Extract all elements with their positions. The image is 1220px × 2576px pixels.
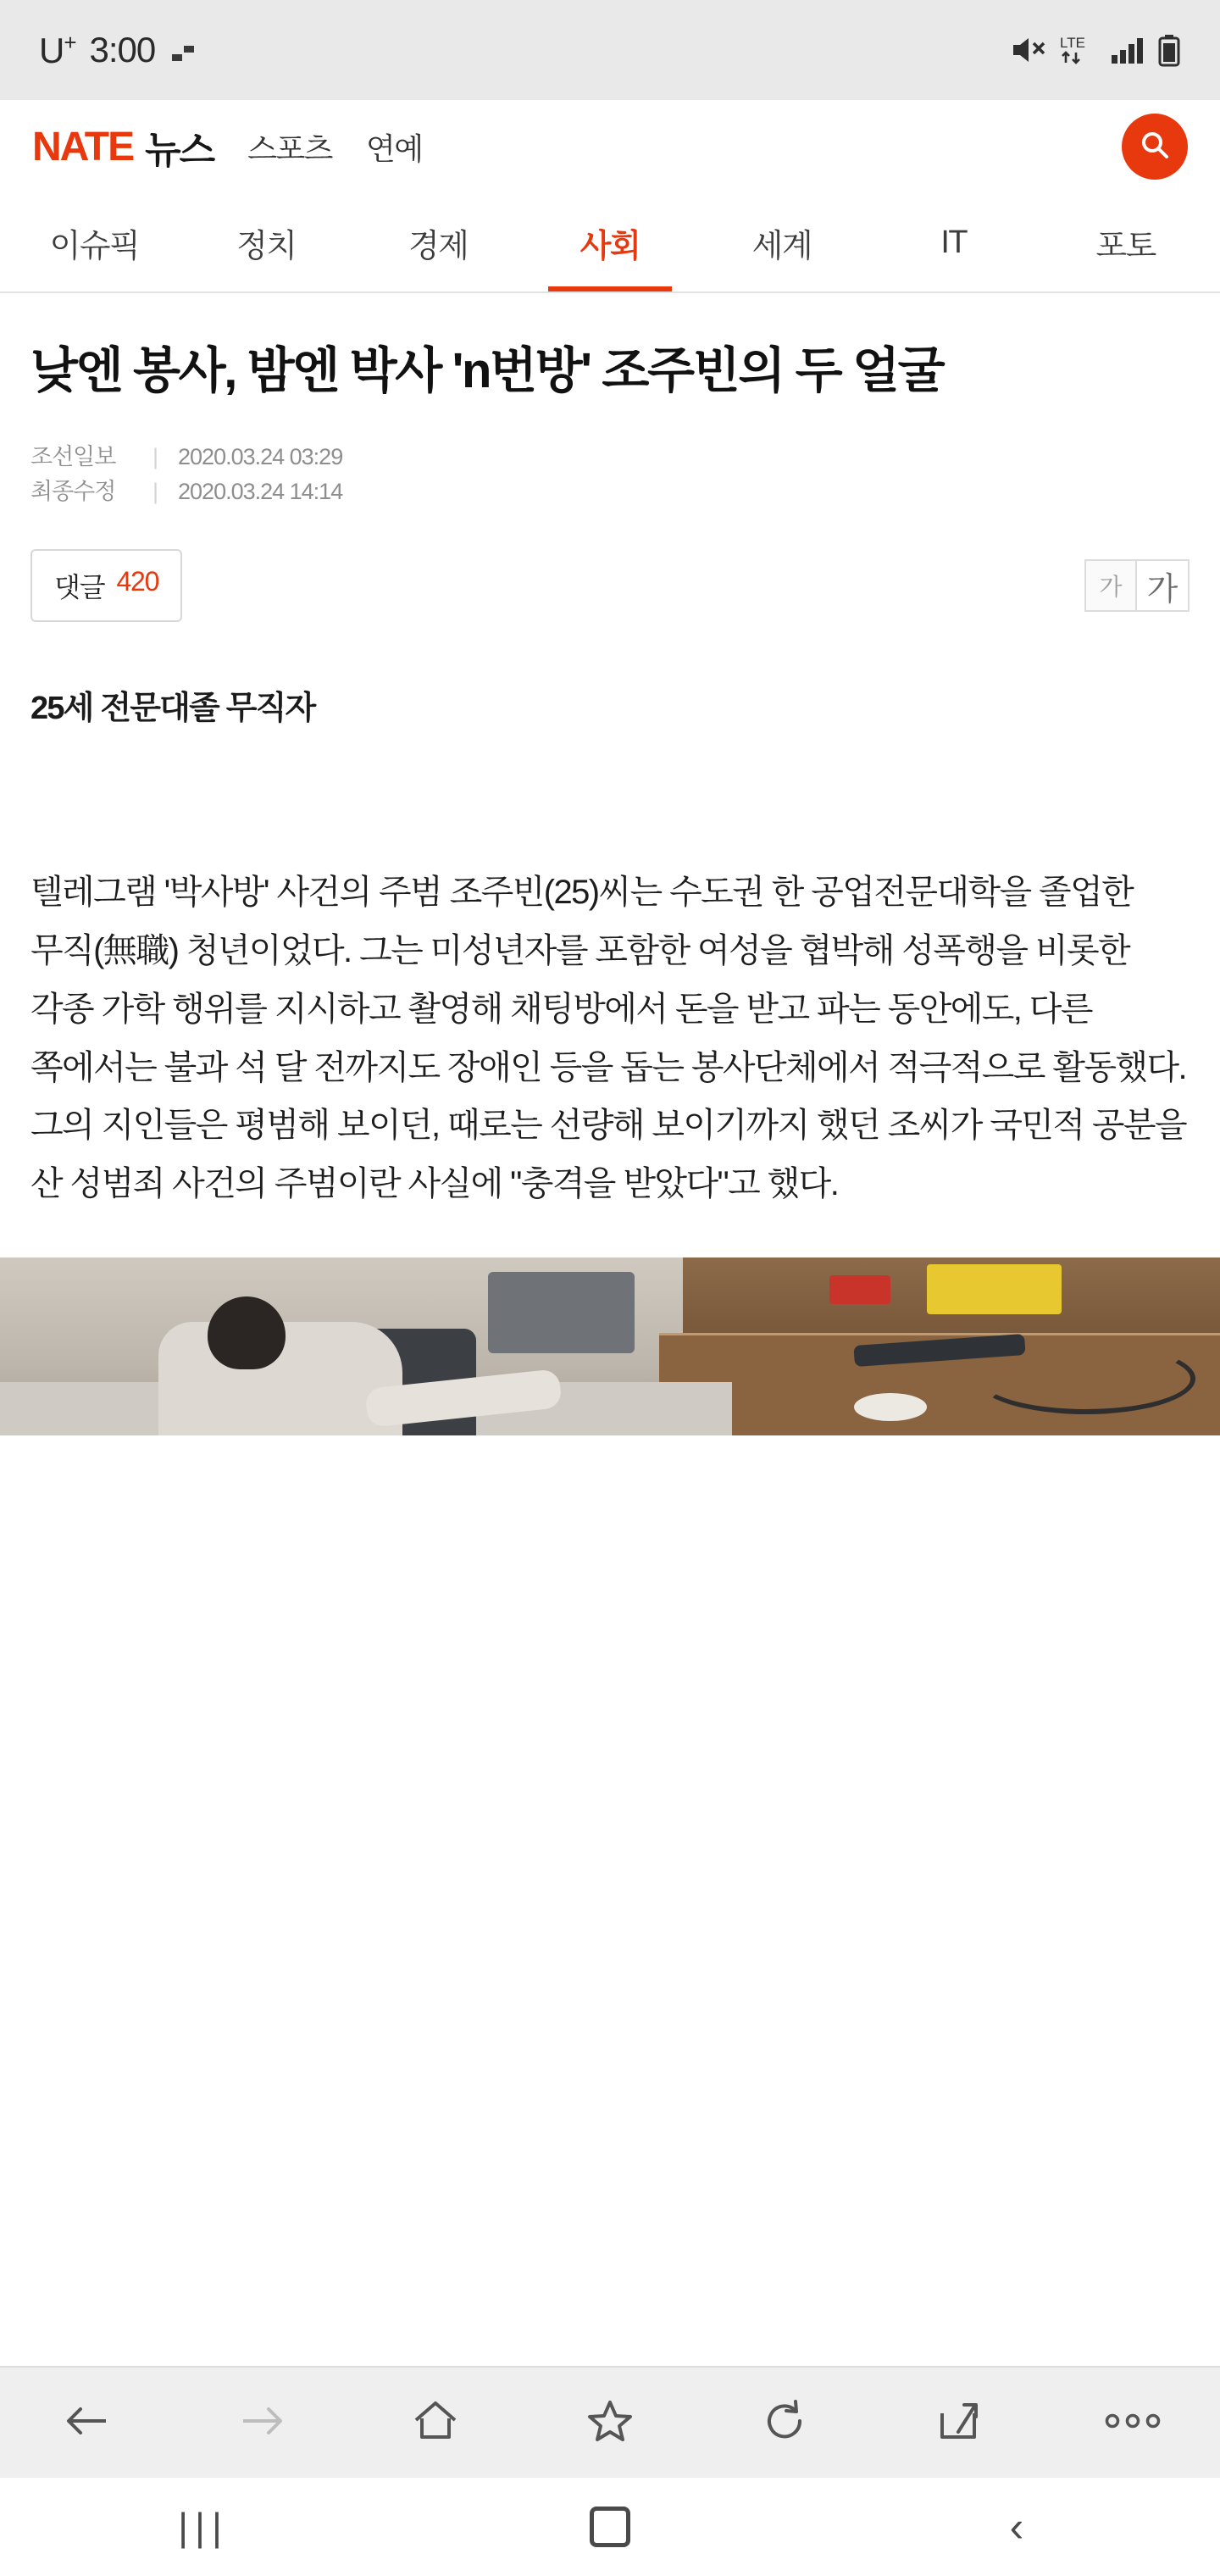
header-link-sports[interactable]: 스포츠 bbox=[247, 130, 332, 166]
font-size-small-button[interactable]: 가 bbox=[1084, 559, 1137, 612]
browser-reload-button[interactable] bbox=[721, 2367, 848, 2479]
tab-issue-pick[interactable]: 이슈픽 bbox=[49, 228, 140, 264]
lte-icon bbox=[1059, 32, 1098, 68]
carrier-label: U+ bbox=[39, 29, 76, 70]
status-clock: 3:00 bbox=[89, 30, 156, 69]
meta-divider-2: | bbox=[152, 479, 158, 505]
share-icon bbox=[934, 2398, 983, 2448]
article-updated-date: 2020.03.24 14:14 bbox=[178, 479, 343, 505]
article-updated-label: 최종수정 bbox=[30, 479, 116, 505]
header-link-entertainment[interactable]: 연예 bbox=[365, 130, 423, 166]
bookmark-star-icon bbox=[585, 2398, 635, 2448]
article-published-date: 2020.03.24 03:29 bbox=[178, 443, 343, 469]
article-photo bbox=[0, 1257, 1220, 1435]
svg-text:LTE: LTE bbox=[1060, 35, 1085, 51]
tab-world[interactable]: 세계 bbox=[751, 228, 812, 264]
carrier-superscript: + bbox=[64, 29, 76, 55]
android-navigation-bar bbox=[0, 2478, 1220, 2576]
home-square-icon bbox=[590, 2507, 630, 2547]
site-header bbox=[0, 100, 1220, 193]
tab-society[interactable]: 사회 bbox=[524, 193, 696, 291]
back-arrow-icon bbox=[62, 2399, 113, 2447]
status-bar-left bbox=[39, 30, 197, 71]
meta-row-published bbox=[30, 440, 1190, 475]
screenshot-icon bbox=[169, 36, 197, 64]
search-button[interactable] bbox=[1122, 114, 1188, 180]
comment-count: 420 bbox=[116, 566, 159, 597]
comment-button[interactable] bbox=[30, 549, 182, 622]
nate-logo[interactable]: NATE bbox=[32, 124, 134, 169]
home-icon bbox=[411, 2398, 460, 2448]
article-body: 텔레그램 '박사방' 사건의 주범 조주빈(25)씨는 수도권 한 공업전문대학을 졸업한 무직(無職) 청년이었다. 그는 미성년자를 포함한 여성을 협박해 성폭행을 비롯한 각종 가학 행위를 지시하고 촬영해 채팅방에서 돈을 받고 파는 동안에도, 다른 쪽에서는 불과 석 달 전까지도 장애인 등을 돕는 봉사단체에서 적극적으로 활동했다. 그의 지인들은 평범해 보이던, 때로는 선량해 보이기까지 했던 조씨가 국민적 공분을 산 성범죄 사건의 주범이란 사실에 "충격을 받았다"고 했다. bbox=[30, 874, 1187, 1203]
article-subheadline: 25세 전문대졸 무직자 bbox=[30, 691, 315, 727]
article-toolbar bbox=[30, 549, 1190, 622]
article-meta bbox=[30, 440, 1190, 511]
status-bar-right bbox=[1010, 32, 1181, 68]
browser-share-button[interactable] bbox=[895, 2367, 1022, 2479]
tab-it[interactable]: IT bbox=[940, 224, 968, 260]
category-tabs bbox=[0, 193, 1220, 293]
browser-home-button[interactable] bbox=[372, 2367, 499, 2479]
more-options-icon bbox=[1102, 2408, 1163, 2438]
tab-economy[interactable]: 경제 bbox=[408, 228, 469, 264]
signal-icon bbox=[1110, 33, 1145, 67]
android-back-button[interactable] bbox=[932, 2478, 1101, 2576]
article-source: 조선일보 bbox=[30, 443, 116, 469]
meta-row-updated bbox=[30, 475, 1190, 510]
android-recents-button[interactable] bbox=[119, 2478, 288, 2576]
article-container bbox=[0, 293, 1220, 2366]
tab-politics[interactable]: 정치 bbox=[236, 228, 297, 264]
back-chevron-icon: ‹ bbox=[1009, 2503, 1024, 2551]
android-home-button[interactable] bbox=[525, 2478, 695, 2576]
browser-back-button[interactable] bbox=[24, 2367, 151, 2479]
status-bar bbox=[0, 0, 1220, 100]
search-icon bbox=[1138, 128, 1172, 166]
reload-icon bbox=[761, 2398, 808, 2448]
meta-divider: | bbox=[152, 443, 158, 469]
browser-toolbar bbox=[0, 2366, 1220, 2478]
browser-bookmark-button[interactable] bbox=[546, 2367, 674, 2479]
recents-icon: ||| bbox=[178, 2505, 229, 2549]
browser-more-button[interactable] bbox=[1069, 2367, 1196, 2479]
article-headline: 낮엔 봉사, 밤엔 박사 'n번방' 조주빈의 두 얼굴 bbox=[30, 343, 944, 398]
comment-label: 댓글 bbox=[54, 572, 105, 603]
font-size-group bbox=[1084, 559, 1190, 612]
nate-news-label[interactable]: 뉴스 bbox=[145, 130, 214, 171]
font-size-large-button[interactable]: 가 bbox=[1137, 559, 1190, 612]
forward-arrow-icon bbox=[236, 2399, 287, 2447]
browser-forward-button[interactable] bbox=[198, 2367, 325, 2479]
battery-icon bbox=[1157, 33, 1181, 67]
tab-photo[interactable]: 포토 bbox=[1095, 228, 1156, 264]
mute-icon bbox=[1010, 33, 1047, 67]
